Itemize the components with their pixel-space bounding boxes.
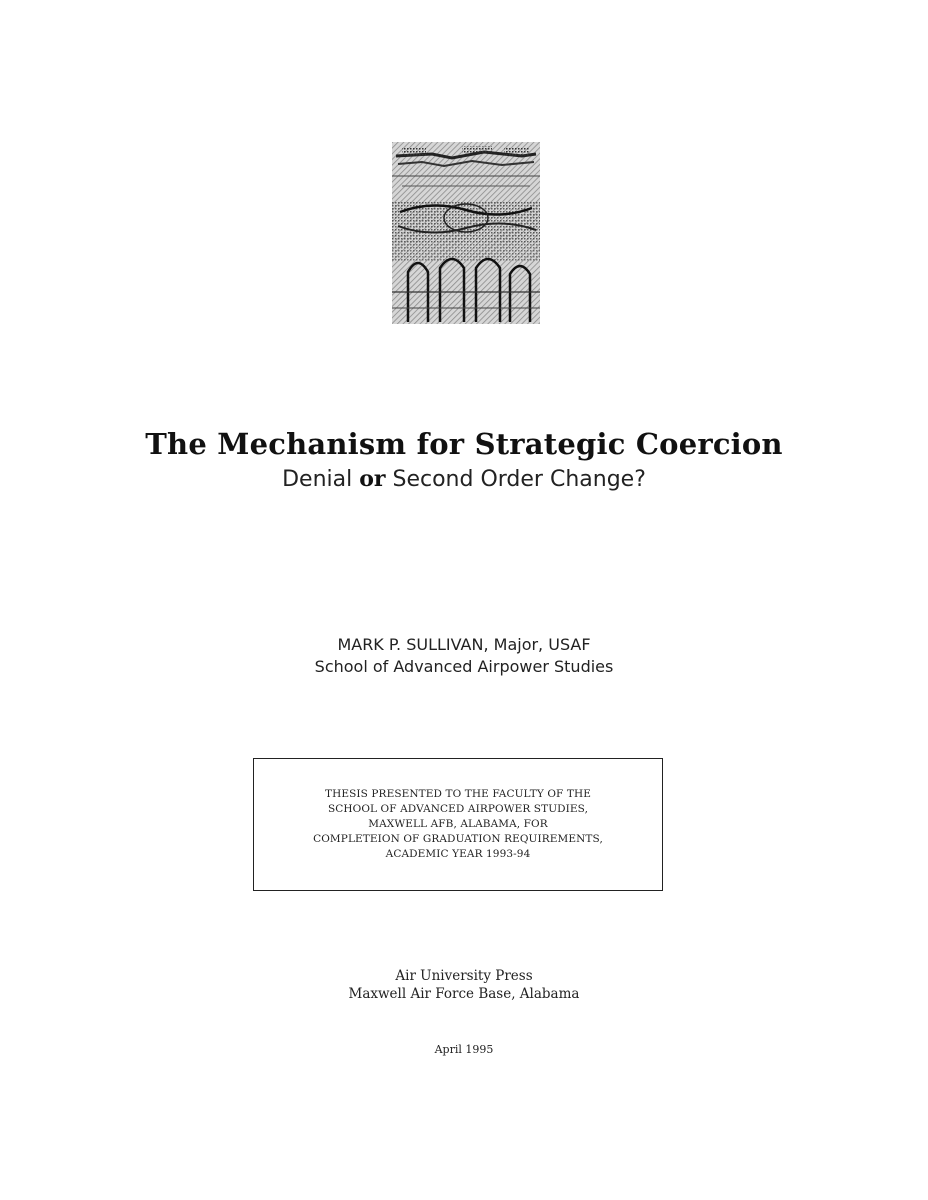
- thesis-statement: [254, 787, 662, 862]
- subtitle-part-1: Denial: [282, 467, 353, 492]
- subtitle-conjunction: or: [359, 466, 386, 492]
- subtitle-part-2: Second Order Change?: [392, 467, 646, 492]
- author-name-rank: MARK P. SULLIVAN, Major, USAF: [337, 635, 591, 654]
- thesis-line: SCHOOL OF ADVANCED AIRPOWER STUDIES,: [327, 803, 589, 815]
- document-title: The Mechanism for Strategic Coercion: [145, 427, 783, 461]
- air-university-seal-icon: [392, 142, 540, 324]
- publisher-location: Maxwell Air Force Base, Alabama: [348, 986, 580, 1002]
- author-block: [0, 634, 928, 678]
- thesis-line: COMPLETEION OF GRADUATION REQUIREMENTS,: [313, 833, 603, 845]
- seal-graphic: [392, 142, 540, 324]
- thesis-line: THESIS PRESENTED TO THE FACULTY OF THE: [325, 788, 591, 800]
- thesis-statement-box: [253, 758, 663, 891]
- publication-date: April 1995: [434, 1043, 494, 1056]
- document-subtitle: [0, 464, 928, 495]
- author-school: School of Advanced Airpower Studies: [314, 657, 614, 676]
- thesis-line: ACADEMIC YEAR 1993-94: [385, 848, 531, 860]
- publisher-block: [0, 967, 928, 1003]
- thesis-line: MAXWELL AFB, ALABAMA, FOR: [368, 818, 548, 830]
- publisher-press: Air University Press: [395, 968, 533, 984]
